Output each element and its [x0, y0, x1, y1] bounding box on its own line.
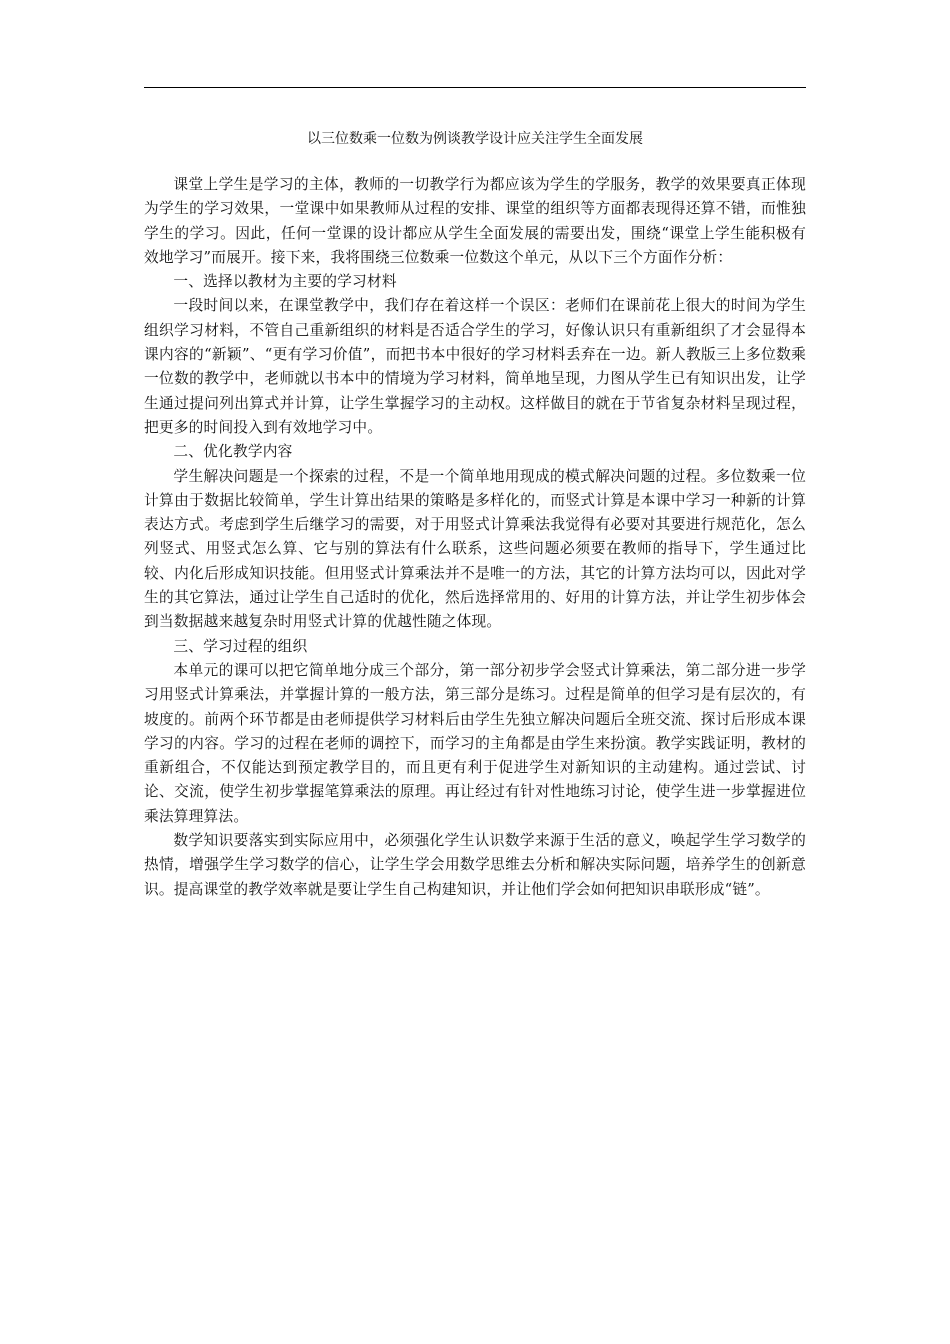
- document-title: 以三位数乘一位数为例谈教学设计应关注学生全面发展: [307, 131, 643, 147]
- section-heading-3: 三、学习过程的组织: [173, 637, 308, 655]
- section-3-paragraph: 本单元的课可以把它简单地分成三个部分，第一部分初步学会竖式计算乘法，第二部分进一步学习用竖式计算乘法，并掌握计算的一般方法，第三部分是练习。过程是简单的但学习是有层次的，有坡度的。前两个环节都是由老师提供学习材料后由学生先独立解决问题后全班交流、探讨后形成本课学习的内容。学习的过程在老师的调控下，而学习的主角都是由学生来扮演。教学实践证明，教材的重新组合，不仅能达到预定教学目的，而且更有利于促进学生对新知识的主动建构。通过尝试、讨论、交流，使学生初步掌握笔算乘法的原理。再让经过有针对性地练习讨论，使学生进一步掌握进位乘法算理算法。: [144, 661, 806, 825]
- document-body: [144, 173, 806, 902]
- conclusion-paragraph: 数学知识要落实到实际应用中，必须强化学生认识数学来源于生活的意义，唤起学生学习数学的热情，增强学生学习数学的信心，让学生学会用数学思维去分析和解决实际问题，培养学生的创新意识。提高课堂的教学效率就是要让学生自己构建知识，并让他们学会如何把知识串联形成“链”。: [144, 832, 806, 898]
- section-2-paragraph: 学生解决问题是一个探索的过程，不是一个简单地用现成的模式解决问题的过程。多位数乘一位计算由于数据比较简单，学生计算出结果的策略是多样化的，而竖式计算是本课中学习一种新的计算表达方式。考虑到学生后继学习的需要，对于用竖式计算乘法我觉得有必要对其要进行规范化，怎么列竖式、用竖式怎么算、它与别的算法有什么联系，这些问题必须要在教师的指导下，学生通过比较、内化后形成知识技能。但用竖式计算乘法并不是唯一的方法，其它的计算方法均可以，因此对学生的其它算法，通过让学生自己适时的优化，然后选择常用的、好用的计算方法，并让学生初步体会到当数据越来越复杂时用竖式计算的优越性随之体现。: [144, 467, 806, 631]
- header-rule: [144, 87, 806, 88]
- section-heading-1: 一、选择以教材为主要的学习材料: [173, 273, 397, 291]
- section-1-paragraph: 一段时间以来，在课堂教学中，我们存在着这样一个误区：老师们在课前花上很大的时间为学生组织学习材料，不管自己重新组织的材料是否适合学生的学习，好像认识只有重新组织了才会显得本课内容的“新颖”、“更有学习价值”，而把书本中很好的学习材料丢弃在一边。新人教版三上多位数乘一位数的教学中，老师就以书本中的情境为学习材料，简单地呈现，力图从学生已有知识出发，让学生通过提问列出算式并计算，让学生掌握学习的主动权。这样做目的就在于节省复杂材料呈现过程，把更多的时间投入到有效地学习中。: [144, 297, 806, 436]
- section-heading-2: 二、优化教学内容: [173, 443, 293, 461]
- intro-paragraph: 课堂上学生是学习的主体，教师的一切教学行为都应该为学生的学服务，教学的效果要真正体现为学生的学习效果，一堂课中如果教师从过程的安排、课堂的组织等方面都表现得还算不错，而惟独学生的学习。因此，任何一堂课的设计都应从学生全面发展的需要出发，围绕“课堂上学生能积极有效地学习”而展开。接下来，我将围绕三位数乘一位数这个单元，从以下三个方面作分析：: [144, 176, 806, 266]
